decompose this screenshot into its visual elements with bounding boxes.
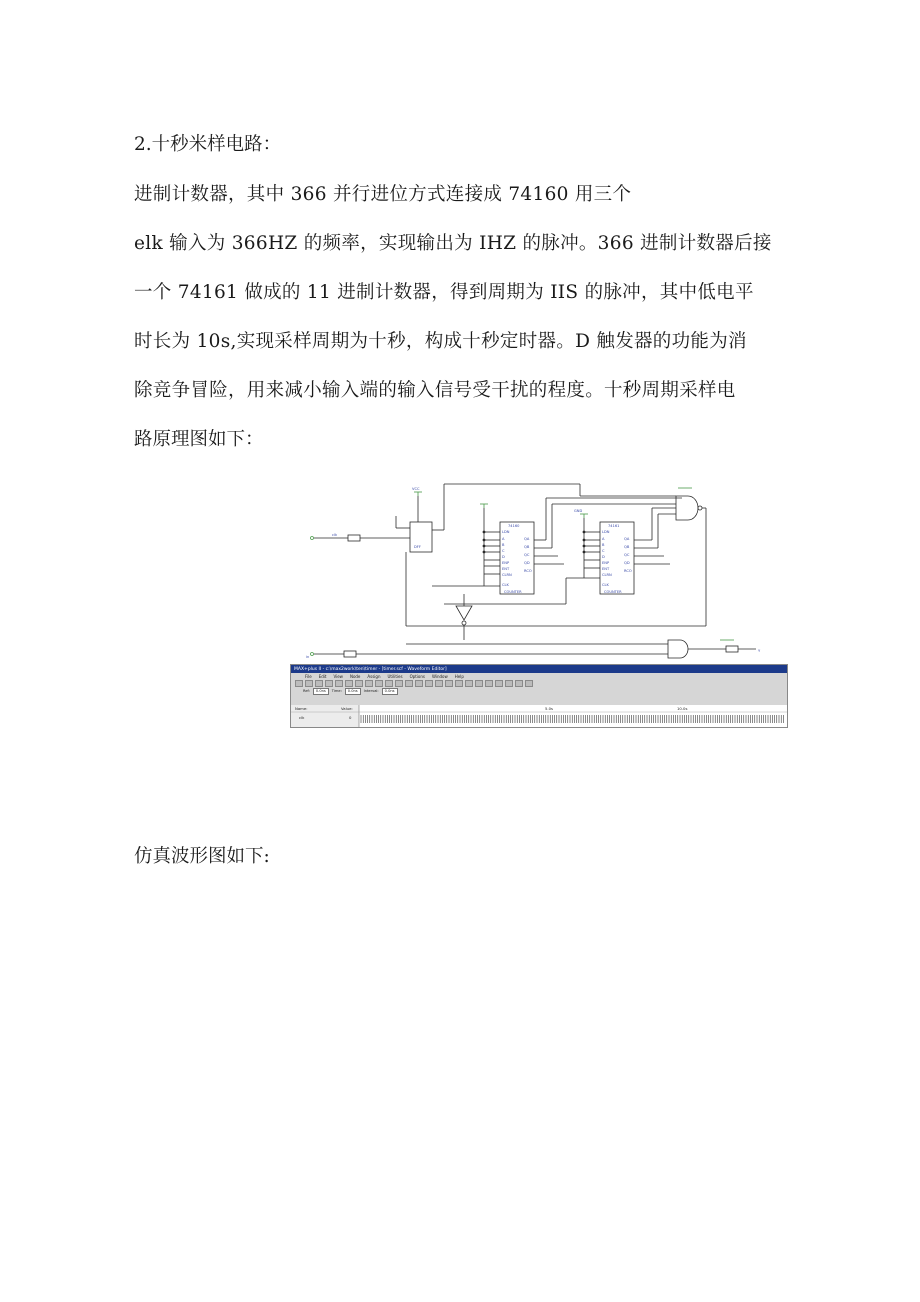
pin-label: CLRN: [602, 573, 612, 577]
pin-label: LDN: [602, 530, 610, 534]
pin-label: QC: [624, 553, 630, 557]
pin-label: D: [502, 555, 505, 559]
menu-file[interactable]: File: [305, 673, 312, 679]
input-clk-label: clk: [332, 533, 338, 537]
pin-label: ENT: [602, 567, 610, 571]
toolbar-button[interactable]: [385, 680, 393, 687]
pin-label: ENP: [602, 561, 610, 565]
toolbar-button[interactable]: [495, 680, 503, 687]
toolbar-button[interactable]: [335, 680, 343, 687]
pin-label: D: [602, 555, 605, 559]
toolbar-button[interactable]: [305, 680, 313, 687]
pin-label: QB: [524, 545, 530, 549]
interval-field[interactable]: 0.0ns: [382, 688, 398, 695]
toolbar: [291, 679, 787, 687]
pin-label: QB: [624, 545, 630, 549]
pin-label: ENT: [502, 567, 510, 571]
menu-view[interactable]: View: [333, 673, 343, 679]
toolbar-button[interactable]: [475, 680, 483, 687]
toolbar-button[interactable]: [455, 680, 463, 687]
pin-label: CLRN: [502, 573, 512, 577]
toolbar-button[interactable]: [485, 680, 493, 687]
pin-label: C: [502, 549, 505, 553]
value-column-header: Value:: [341, 706, 353, 711]
toolbar-button[interactable]: [395, 680, 403, 687]
ref-label: Ref:: [303, 689, 310, 693]
window-title: MAX+plus II - c:\max2work\ten\timer - [timer.scf - Waveform Editor]: [294, 666, 447, 672]
paragraph-line: 除竞争冒险，用来减小输入端的输入信号受干扰的程度。十秒周期采样电: [134, 380, 736, 401]
toolbar-button[interactable]: [345, 680, 353, 687]
pin-label: ENP: [502, 561, 510, 565]
menu-help[interactable]: Help: [454, 673, 464, 679]
paragraph-line: 仿真波形图如下:: [134, 846, 270, 867]
toolbar-button[interactable]: [435, 680, 443, 687]
tick-label: 5.0s: [545, 706, 554, 711]
toolbar-button[interactable]: [375, 680, 383, 687]
toolbar-button[interactable]: [525, 680, 533, 687]
toolbar-button[interactable]: [465, 680, 473, 687]
pin-label: LDN: [502, 530, 510, 534]
pin-label: A: [602, 537, 605, 541]
vcc-label: VCC: [412, 487, 420, 491]
simulator-window: [290, 664, 788, 728]
pin-label: C: [602, 549, 605, 553]
counter1-footer: COUNTER: [504, 590, 522, 594]
waveform-area[interactable]: [291, 705, 787, 727]
pin-label: CLK: [502, 583, 509, 587]
paragraph-line: 一个 74161 做成的 11 进制计数器，得到周期为 IIS 的脉冲，其中低电平: [134, 282, 754, 303]
toolbar-button[interactable]: [505, 680, 513, 687]
counter1-title: 74160: [508, 524, 520, 528]
pin-label: QA: [524, 537, 530, 541]
time-field[interactable]: 0.0ns: [345, 688, 361, 695]
menu-node[interactable]: Node: [349, 673, 361, 679]
toolbar-button[interactable]: [365, 680, 373, 687]
pin-label: QD: [624, 561, 630, 565]
toolbar-button[interactable]: [445, 680, 453, 687]
counter2-footer: COUNTER: [604, 590, 622, 594]
toolbar-button[interactable]: [355, 680, 363, 687]
toolbar-button[interactable]: [295, 680, 303, 687]
ref-field[interactable]: 0.0ns: [313, 688, 329, 695]
pin-label: RCO: [524, 569, 532, 573]
dff-label: DFF: [414, 545, 421, 549]
window-titlebar: [291, 665, 787, 673]
toolbar-button[interactable]: [425, 680, 433, 687]
pin-label: QD: [524, 561, 530, 565]
interval-label: Interval:: [363, 689, 379, 693]
paragraph-line: 时长为 10s,实现采样周期为十秒，构成十秒定时器。D 触发器的功能为消: [134, 331, 747, 352]
menu-utilities[interactable]: Utilities: [387, 673, 403, 679]
pin-label: CLK: [602, 583, 609, 587]
clk-waveform: [361, 715, 783, 723]
gnd-label: GND: [574, 509, 583, 513]
paragraph-line: 路原理图如下：: [134, 429, 264, 450]
paragraph-line: elk 输入为 366HZ 的频率，实现输出为 IHZ 的脉冲。366 进制计数器后接: [134, 233, 772, 254]
menu-options[interactable]: Options: [409, 673, 425, 679]
time-fields: [291, 687, 787, 695]
toolbar-button[interactable]: [415, 680, 423, 687]
time-label: Time:: [331, 689, 342, 693]
input-in-label: in: [306, 655, 310, 659]
toolbar-button[interactable]: [315, 680, 323, 687]
pin-label: B: [502, 543, 505, 547]
pin-label: RCO: [624, 569, 632, 573]
toolbar-button[interactable]: [405, 680, 413, 687]
pin-label: QA: [624, 537, 630, 541]
pin-label: B: [602, 543, 605, 547]
signal-name: clk: [299, 715, 305, 720]
pin-label: A: [502, 537, 505, 541]
name-column-header: Name:: [295, 706, 308, 711]
paragraph-line: 进制计数器，其中 366 并行进位方式连接成 74160 用三个: [134, 184, 632, 205]
output-y-label: Y: [758, 649, 761, 653]
section-heading: 2.十秒米样电路：: [134, 134, 282, 155]
signal-value: 0: [349, 715, 352, 720]
circuit-schematic: [296, 478, 790, 664]
tick-label: 10.0s: [677, 706, 688, 711]
menu-window[interactable]: Window: [432, 673, 448, 679]
pin-label: QC: [524, 553, 530, 557]
toolbar-button[interactable]: [325, 680, 333, 687]
menu-edit[interactable]: Edit: [318, 673, 327, 679]
counter2-title: 74161: [608, 524, 620, 528]
toolbar-button[interactable]: [515, 680, 523, 687]
menu-assign[interactable]: Assign: [367, 673, 381, 679]
